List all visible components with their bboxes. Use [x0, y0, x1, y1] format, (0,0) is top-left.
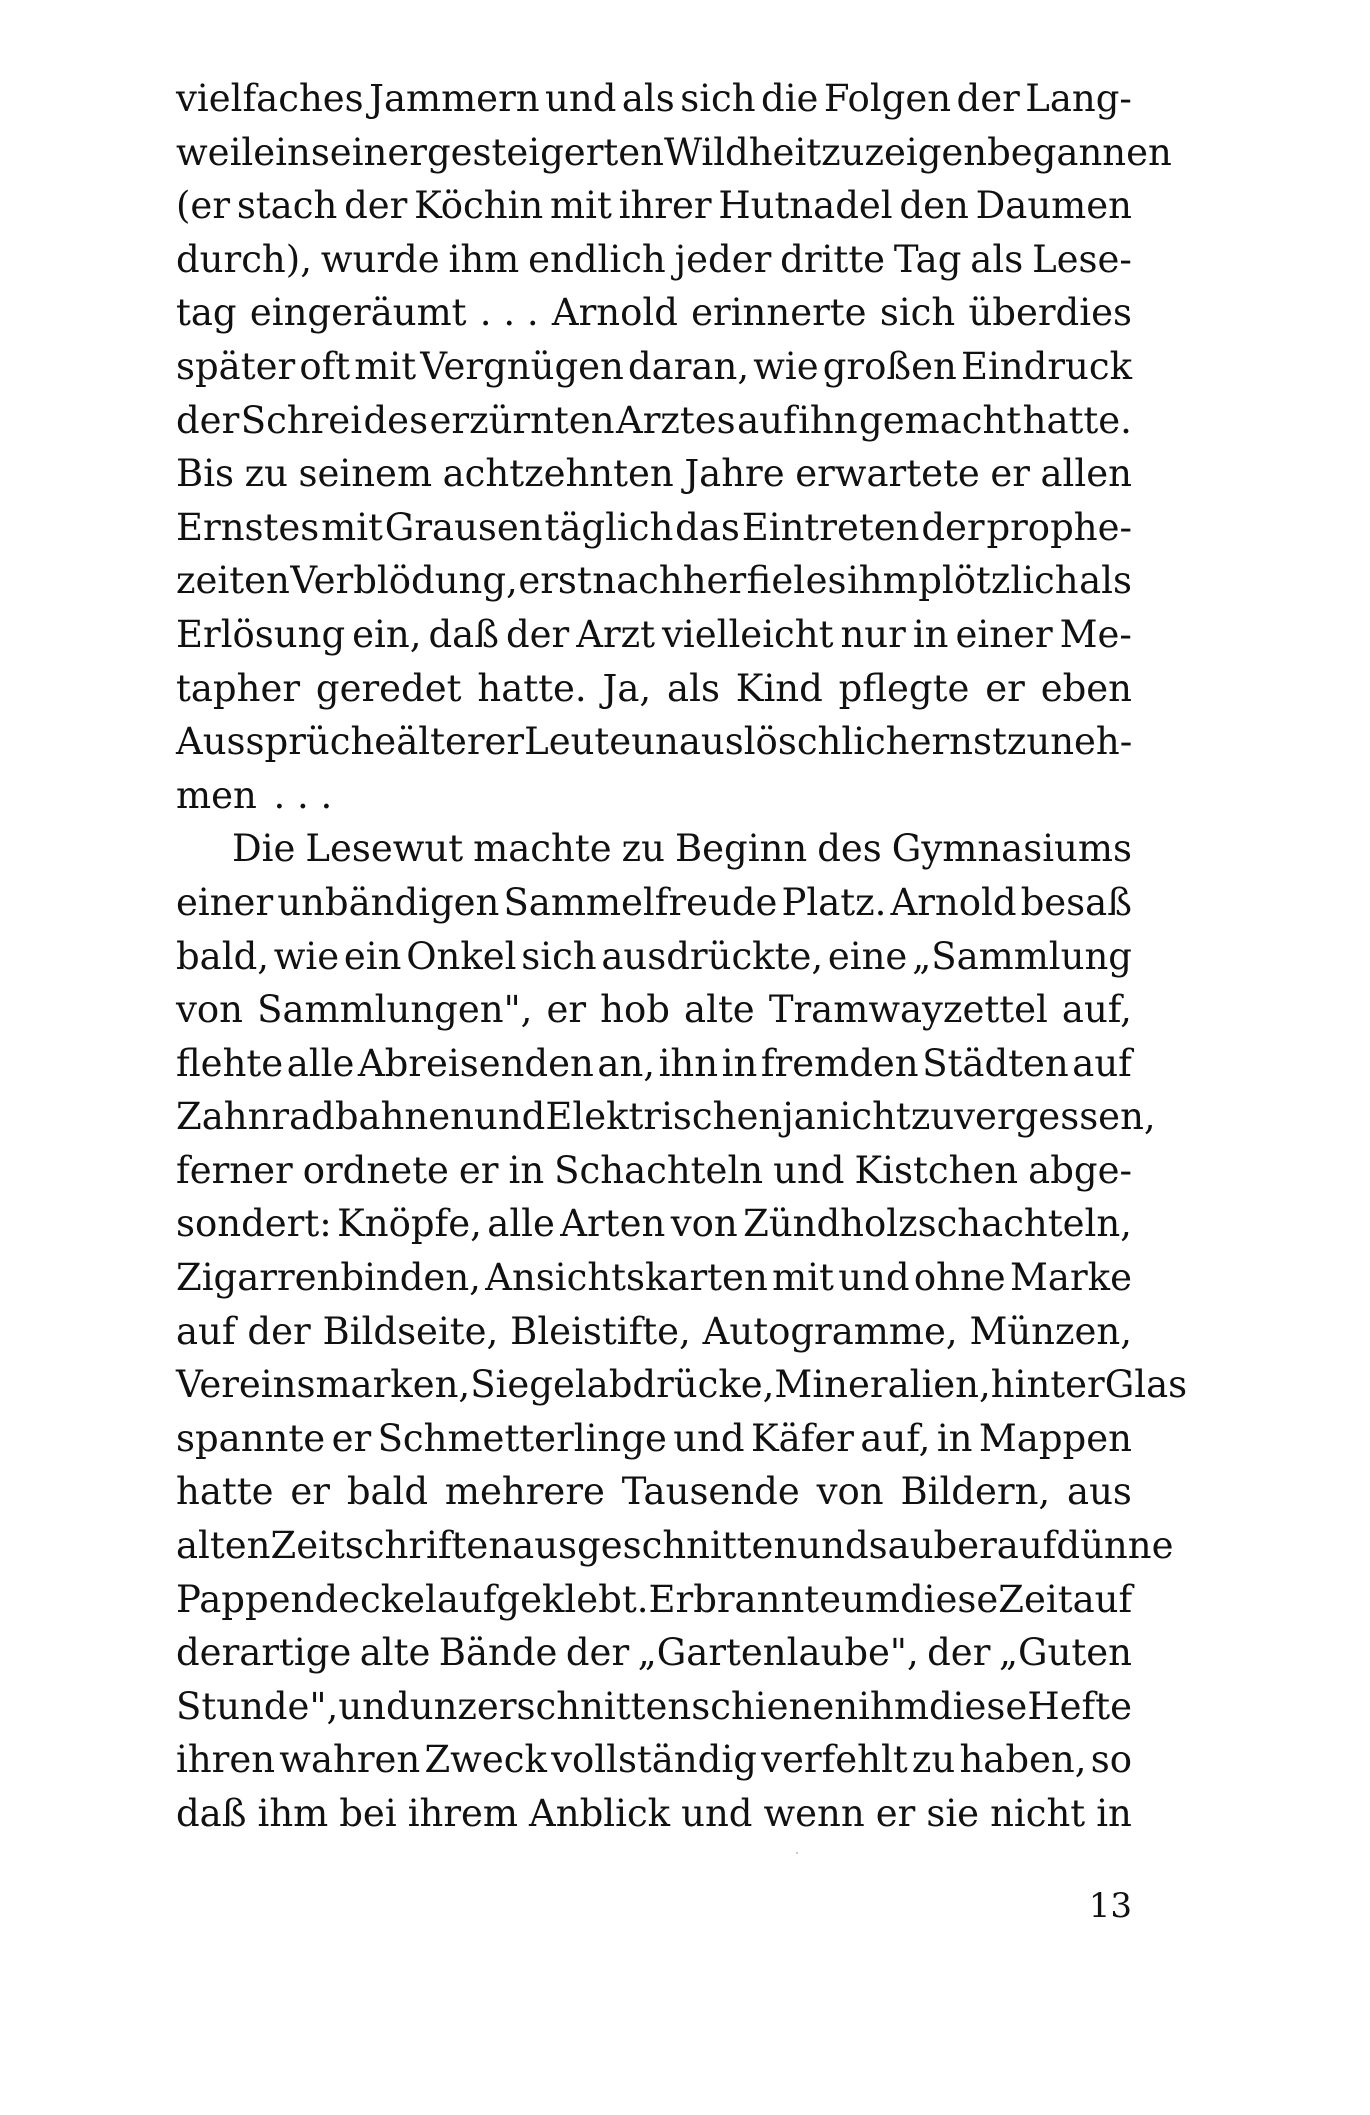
- word: ferner: [176, 1148, 293, 1192]
- word: von: [816, 1470, 884, 1514]
- word: Ja,: [602, 666, 652, 710]
- word: einer: [176, 880, 274, 924]
- text-line: [176, 1037, 1132, 1091]
- word: dritte: [780, 237, 885, 281]
- word: und: [681, 1792, 753, 1835]
- word: in: [912, 612, 949, 656]
- word: sich: [879, 291, 956, 335]
- text-line: [176, 554, 1132, 608]
- word: und: [838, 1256, 910, 1300]
- word: . . .: [479, 291, 539, 335]
- word: Anblick: [529, 1792, 671, 1835]
- word: nicht: [815, 1095, 911, 1139]
- word: ihm: [846, 559, 918, 603]
- word: alle: [487, 1202, 555, 1246]
- word: ihm: [858, 1684, 929, 1728]
- word: flehte: [176, 1041, 284, 1085]
- word: auf: [737, 398, 797, 442]
- text-line: [176, 501, 1132, 555]
- word: nicht: [990, 1792, 1086, 1835]
- word: ein,: [352, 612, 422, 656]
- word: Zahnradbahnen: [176, 1095, 474, 1139]
- word: in: [721, 1041, 758, 1085]
- word: wie: [273, 934, 340, 978]
- word: Sammelfreude: [503, 880, 778, 924]
- word: Münzen,: [969, 1309, 1132, 1353]
- text-line: [176, 394, 1132, 448]
- word: des: [363, 398, 429, 442]
- text-line: [176, 1358, 1188, 1412]
- word: Aussprüche: [176, 720, 397, 764]
- text-line: [176, 447, 1132, 501]
- text-line: [176, 1090, 1156, 1144]
- word: Stunde",: [176, 1684, 339, 1728]
- word: Bildern,: [900, 1470, 1051, 1514]
- word: an,: [597, 1041, 656, 1085]
- text-line: [176, 1680, 1132, 1734]
- word: unauslöschlich: [631, 720, 910, 764]
- word: sich: [680, 77, 756, 120]
- word: tapher: [176, 666, 301, 710]
- word: prophe-: [986, 505, 1132, 549]
- word: Die: [232, 827, 296, 871]
- text-line: [176, 1144, 1132, 1198]
- word: des: [817, 827, 882, 871]
- word: als: [667, 666, 720, 710]
- word: täglich: [544, 505, 674, 549]
- word: Daumen: [975, 184, 1132, 228]
- word: hatte.: [1022, 398, 1132, 442]
- word: mit: [354, 344, 417, 388]
- word: Bis: [176, 452, 235, 496]
- word: der: [921, 505, 985, 549]
- word: fiel: [746, 559, 806, 603]
- word: Folgen: [823, 77, 952, 120]
- word: Erlösung: [176, 612, 346, 656]
- word: daran,: [628, 344, 750, 388]
- word: als: [621, 77, 675, 120]
- word: brannte: [693, 1577, 842, 1621]
- word: ihn: [658, 1041, 719, 1085]
- word: Lese-: [1032, 237, 1132, 281]
- word: mit: [321, 505, 383, 549]
- word: Käfer: [751, 1416, 854, 1460]
- word: haben,: [959, 1738, 1087, 1782]
- word: Sammlungen",: [257, 988, 533, 1032]
- text-line: [176, 1733, 1132, 1787]
- word: Tausende: [621, 1470, 800, 1514]
- text-line: [176, 1626, 1132, 1680]
- text-line-paragraph-end: [176, 769, 1132, 823]
- word: zu: [911, 1738, 956, 1782]
- text-line: [176, 1573, 1132, 1627]
- word: seiner: [310, 130, 427, 174]
- word: wurde: [320, 237, 440, 281]
- word: mehrere: [444, 1470, 605, 1514]
- word: von: [176, 988, 244, 1032]
- word: Kistchen: [854, 1148, 1019, 1192]
- word: Zeit: [998, 1577, 1073, 1621]
- word: ihren: [176, 1738, 276, 1782]
- word: tag: [176, 291, 237, 335]
- word: die: [761, 77, 819, 120]
- word: alte: [359, 1631, 431, 1675]
- word: Ernstes: [176, 505, 320, 549]
- word: älterer: [396, 720, 525, 764]
- word: Zündholzschachteln,: [743, 1202, 1132, 1246]
- word: einer: [955, 612, 1053, 656]
- word: wahren: [279, 1738, 421, 1782]
- word: Kind: [735, 666, 823, 710]
- word: vergessen,: [954, 1095, 1156, 1139]
- word: unbändigen: [277, 880, 500, 924]
- word: „Gartenlaube",: [637, 1631, 919, 1675]
- word: Schachteln: [554, 1148, 764, 1192]
- text-line: [176, 1412, 1132, 1466]
- word: neh-: [1050, 720, 1133, 764]
- word: ordnete: [302, 1148, 449, 1192]
- word: Arnold: [551, 291, 678, 335]
- word: gemacht: [859, 398, 1022, 442]
- word: zu: [910, 1095, 955, 1139]
- word: den: [899, 184, 969, 228]
- word: Er: [648, 1577, 694, 1621]
- text-line: [176, 233, 1132, 287]
- word: erzürnten: [429, 398, 615, 442]
- word: zu: [821, 130, 865, 174]
- word: alten: [176, 1524, 271, 1568]
- word: großen: [822, 344, 957, 388]
- word: Schmetterlinge: [377, 1416, 667, 1460]
- word: es: [805, 559, 847, 603]
- word: Schrei: [240, 398, 363, 442]
- word: Me-: [1059, 612, 1132, 656]
- word: ohne: [913, 1256, 1006, 1300]
- word: Hutnadel: [718, 184, 893, 228]
- word: erwartete: [795, 452, 980, 496]
- word: allen: [1040, 452, 1132, 496]
- word: achtzehnten: [442, 452, 674, 496]
- word: der: [956, 77, 1020, 120]
- word: begannen: [987, 130, 1172, 174]
- text-line: [176, 179, 1132, 233]
- word: zu: [621, 827, 665, 871]
- word: auf,: [860, 1416, 931, 1460]
- word: auf: [1072, 1041, 1132, 1085]
- text-line: [176, 983, 1132, 1037]
- word: erinnerte: [691, 291, 867, 335]
- word: er: [458, 1148, 499, 1192]
- word: sondert:: [176, 1202, 332, 1246]
- word: Eindruck: [960, 344, 1132, 388]
- word: zu: [1006, 720, 1051, 764]
- word: Arnold: [890, 880, 1017, 924]
- word: Bildseite,: [322, 1309, 499, 1353]
- word: und: [797, 1524, 869, 1568]
- word: von: [670, 1202, 738, 1246]
- word: Vergnügen: [420, 344, 624, 388]
- word: in: [936, 1416, 973, 1460]
- text-line-paragraph-start: [176, 822, 1132, 876]
- word: eine: [827, 934, 908, 978]
- word: bald: [346, 1470, 429, 1514]
- word: nur: [840, 612, 906, 656]
- word: Pappendeckel: [176, 1577, 437, 1621]
- word: zu: [244, 452, 288, 496]
- text-line: [176, 126, 1172, 180]
- word: durch),: [176, 237, 312, 281]
- word: alle: [286, 1041, 355, 1085]
- word: Leute: [524, 720, 632, 764]
- text-line: [176, 715, 1132, 769]
- word: Gymnasiums: [891, 827, 1132, 871]
- word: überdies: [968, 291, 1132, 335]
- word: fremden: [760, 1041, 919, 1085]
- word: wenn: [763, 1792, 865, 1835]
- word: hob: [600, 988, 670, 1032]
- word: er: [875, 1792, 916, 1835]
- word: Jammern: [369, 77, 540, 120]
- word: Jahre: [684, 452, 785, 496]
- word: auf,: [1061, 988, 1132, 1032]
- text-line: [176, 1465, 1132, 1519]
- word: Wildheit: [663, 130, 822, 174]
- word: Bleistifte,: [510, 1309, 691, 1353]
- word: er: [985, 666, 1025, 710]
- word: und: [338, 1684, 410, 1728]
- word: der: [565, 1631, 630, 1675]
- text-line: [176, 340, 1132, 394]
- word: ihn: [798, 398, 858, 442]
- word: Tag: [893, 237, 962, 281]
- word: spannte: [176, 1416, 326, 1460]
- page-number: 13: [1088, 1886, 1132, 1926]
- word: als: [1079, 559, 1132, 603]
- word: auf: [176, 1309, 236, 1353]
- word: sie: [926, 1792, 980, 1835]
- word: zeiten: [176, 559, 290, 603]
- word: Onkel: [406, 934, 517, 978]
- word: stach: [236, 184, 338, 228]
- text-line: [176, 608, 1132, 662]
- word: abge-: [1028, 1148, 1132, 1192]
- word: später: [176, 344, 296, 388]
- word: seinem: [298, 452, 433, 496]
- word: der: [927, 1631, 991, 1675]
- word: bald,: [176, 934, 270, 978]
- word: Tramwayzettel: [768, 988, 1048, 1032]
- word: daß: [176, 1792, 247, 1835]
- word: derartige: [176, 1631, 352, 1675]
- word: und: [673, 1416, 745, 1460]
- word: aufgeklebt.: [436, 1577, 649, 1621]
- text-line: [176, 876, 1132, 930]
- text-line: [176, 1519, 1174, 1573]
- word: mit: [772, 1256, 834, 1300]
- word: und: [545, 77, 617, 120]
- word: Glas: [1104, 1363, 1188, 1407]
- word: weile: [176, 130, 276, 174]
- text-line: [176, 1197, 1132, 1251]
- word: das: [675, 505, 740, 549]
- word: schienen: [691, 1684, 859, 1728]
- word: „Sammlung: [912, 934, 1132, 978]
- word: vollständig: [551, 1738, 757, 1782]
- word: er: [290, 1470, 330, 1514]
- word: ein: [343, 934, 402, 978]
- text-line: [176, 662, 1132, 716]
- word: vielfaches: [176, 77, 364, 120]
- word: in: [1096, 1792, 1132, 1835]
- word: ihm: [257, 1792, 329, 1835]
- word: diese: [928, 1684, 1028, 1728]
- word: nachher: [592, 559, 747, 603]
- word: der: [176, 398, 240, 442]
- word: mit: [550, 184, 612, 228]
- word: Lang-: [1025, 77, 1132, 120]
- word: . . .: [273, 773, 333, 817]
- word: oft: [299, 344, 351, 388]
- text-line: [176, 1787, 1132, 1841]
- word: Zweck: [424, 1738, 547, 1782]
- word: bei: [339, 1792, 397, 1835]
- word: wie: [753, 344, 819, 388]
- word: Ansichtskarten: [485, 1256, 768, 1300]
- word: pflegte: [838, 666, 970, 710]
- word: der: [344, 184, 408, 228]
- text-line: [176, 1251, 1132, 1305]
- word: Arzt: [576, 612, 655, 656]
- word: Zigarrenbinden,: [176, 1256, 481, 1300]
- word: Eintreten: [741, 505, 920, 549]
- word: hatte.: [477, 666, 587, 710]
- word: sauber: [868, 1524, 997, 1568]
- word: ausgeschnitten: [512, 1524, 798, 1568]
- word: Mappen: [978, 1416, 1132, 1460]
- word: Grausen: [384, 505, 543, 549]
- body-text: [176, 72, 1188, 1841]
- word: erst: [518, 559, 592, 603]
- word: um: [841, 1577, 900, 1621]
- paper-speck: [796, 1852, 798, 1854]
- word: Autogramme,: [702, 1309, 958, 1353]
- word: alte: [684, 988, 755, 1032]
- text-line: [176, 286, 1132, 340]
- word: Beginn: [674, 827, 808, 871]
- word: Knöpfe,: [337, 1202, 482, 1246]
- word: Bände: [438, 1631, 558, 1675]
- word: Lesewut: [305, 827, 464, 871]
- word: in: [275, 130, 311, 174]
- word: (er: [176, 184, 231, 228]
- word: zeigen: [864, 130, 988, 174]
- word: aus: [1067, 1470, 1132, 1514]
- word: Vereinsmarken,Siegelabdrücke,Mineralien,hinter: [176, 1363, 1105, 1407]
- word: ihrem: [407, 1792, 519, 1835]
- text-line: [176, 1305, 1132, 1359]
- word: so: [1090, 1738, 1132, 1782]
- word: verfehlt: [761, 1738, 908, 1782]
- word: jeder: [674, 237, 772, 281]
- word: vielleicht: [662, 612, 834, 656]
- word: Platz.: [781, 880, 887, 924]
- word: und: [474, 1095, 546, 1139]
- word: der: [247, 1309, 311, 1353]
- word: Verblödung,: [290, 559, 518, 603]
- word: Städten: [922, 1041, 1069, 1085]
- word: in: [508, 1148, 545, 1192]
- word: unzerschnitten: [409, 1684, 692, 1728]
- word: er: [331, 1416, 372, 1460]
- word: Arten: [560, 1202, 666, 1246]
- word: ihrer: [618, 184, 712, 228]
- text-line: [176, 930, 1132, 984]
- word: ausdrückte,: [601, 934, 824, 978]
- word: Zeitschriften: [270, 1524, 513, 1568]
- word: eingeräumt: [249, 291, 467, 335]
- word: plötzlich: [918, 559, 1079, 603]
- word: sich: [521, 934, 597, 978]
- word: ernst: [909, 720, 1007, 764]
- word: men: [176, 773, 257, 817]
- word: Köchin: [414, 184, 544, 228]
- word: diese: [899, 1577, 999, 1621]
- word: Hefte: [1027, 1684, 1132, 1728]
- word: als: [970, 237, 1024, 281]
- word: ja: [782, 1095, 816, 1139]
- word: besaß: [1020, 880, 1132, 924]
- word: auf: [996, 1524, 1057, 1568]
- word: daß: [428, 612, 499, 656]
- text-line: [176, 72, 1132, 126]
- word: der: [505, 612, 570, 656]
- word: er: [990, 452, 1030, 496]
- word: Arztes: [615, 398, 736, 442]
- word: und: [773, 1148, 845, 1192]
- word: ihm: [448, 237, 520, 281]
- word: auf: [1072, 1577, 1133, 1621]
- word: Marke: [1010, 1256, 1132, 1300]
- word: dünne: [1056, 1524, 1174, 1568]
- word: „Guten: [998, 1631, 1132, 1675]
- word: er: [546, 988, 587, 1032]
- word: machte: [473, 827, 612, 871]
- word: hatte: [176, 1470, 274, 1514]
- word: Abreisenden: [357, 1041, 594, 1085]
- word: Elektrischen: [545, 1095, 783, 1139]
- word: gesteigerten: [426, 130, 664, 174]
- word: endlich: [528, 237, 666, 281]
- word: eben: [1040, 666, 1132, 710]
- word: geredet: [315, 666, 462, 710]
